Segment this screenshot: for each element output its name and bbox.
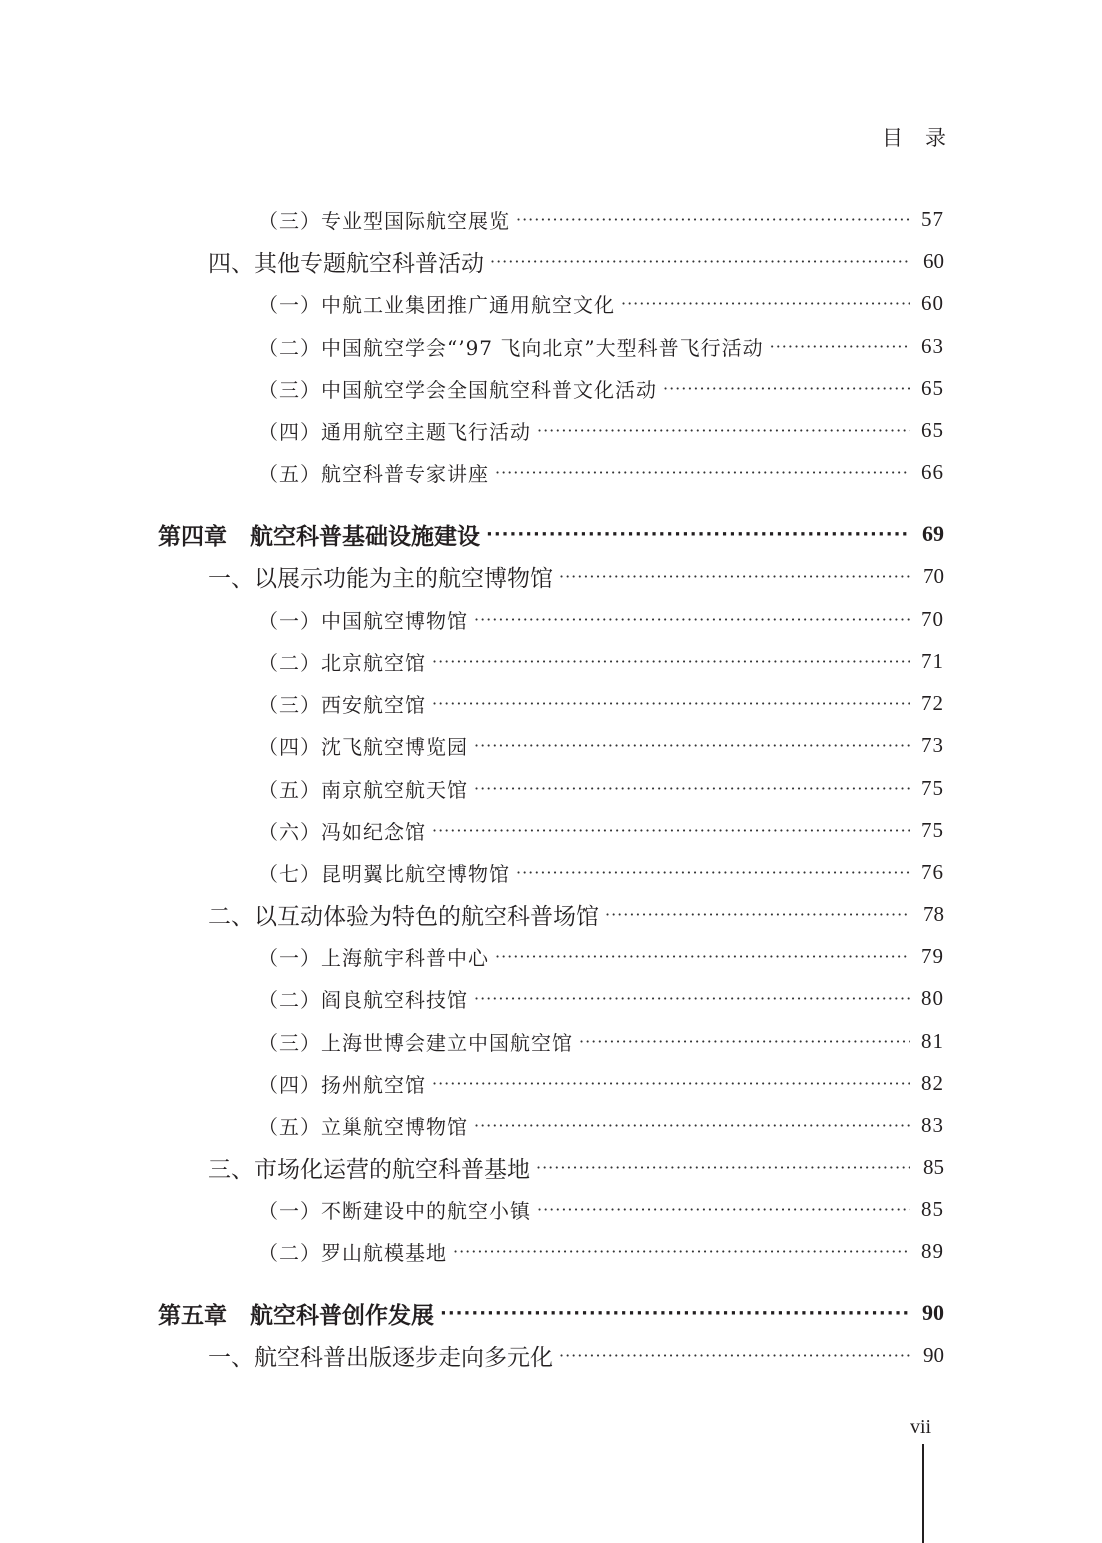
toc-entry[interactable] [258,198,944,240]
toc-entry[interactable] [258,977,944,1019]
toc-entry-title: （六）冯如纪念馆 [258,819,426,844]
leader-dots [432,1074,910,1093]
leader-dots [432,694,910,713]
leader-dots [537,421,910,440]
toc-entry[interactable] [258,809,944,851]
margin-rule [922,1444,924,1543]
leader-dots [474,610,910,629]
toc-entry-title: （二）北京航空馆 [258,650,426,675]
leader-dots [495,463,910,482]
toc-entry-title: （二）阎良航空科技馆 [258,987,468,1012]
toc-entry[interactable] [258,598,944,640]
toc-entry-page: 63 [921,333,944,358]
toc-entry[interactable] [258,640,944,682]
toc-entry-title: （五）南京航空航天馆 [258,777,468,802]
leader-dots [486,524,910,545]
toc-entry-title: （一）上海航宇科普中心 [258,945,489,970]
toc-entry-title: （四）沈飞航空博览园 [258,734,468,759]
toc-entry[interactable] [258,1020,944,1062]
toc-entry-title: （五）立巢航空博物馆 [258,1114,468,1139]
toc-entry-title: （三）中国航空学会全国航空科普文化活动 [258,377,657,402]
leader-dots [474,779,910,798]
leader-dots [495,947,910,966]
toc-entry-page: 80 [921,985,944,1010]
toc-entry-title: （一）中航工业集团推广通用航空文化 [258,292,615,317]
toc-entry-page: 65 [921,417,944,442]
toc-entry-title: （一）中国航空博物馆 [258,608,468,633]
toc-entry-page: 75 [921,775,944,800]
leader-dots [559,567,910,586]
toc-entry-page: 57 [921,206,944,231]
toc-entry[interactable] [258,367,944,409]
toc-entry[interactable] [258,851,944,893]
toc-entry-title: （五）航空科普专家讲座 [258,461,489,486]
toc-entry[interactable] [208,240,944,282]
toc-entry-page: 90 [923,1342,944,1367]
toc-entry-page: 81 [921,1028,944,1053]
leader-dots [516,863,910,882]
toc-entry-page: 85 [923,1154,944,1179]
toc-entry-page: 60 [923,248,944,273]
toc-entry[interactable] [258,409,944,451]
toc-entry[interactable] [258,1230,944,1272]
leader-dots [621,294,910,313]
toc-entry-title: （七）昆明翼比航空博物馆 [258,861,510,886]
toc-entry[interactable] [258,767,944,809]
toc-entry[interactable] [258,1062,944,1104]
leader-dots [490,252,910,271]
leader-dots [440,1303,910,1324]
toc-entry-title: （三）西安航空馆 [258,692,426,717]
toc-entry-title: 一、航空科普出版逐步走向多元化 [208,1344,553,1371]
toc-entry-title: 第五章 航空科普创作发展 [158,1302,434,1329]
leader-dots [474,989,910,1008]
toc-chapter-entry[interactable] [158,1292,944,1334]
toc-entry[interactable] [258,682,944,724]
toc-entry[interactable] [258,325,944,367]
toc-entry-page: 66 [921,459,944,484]
toc-entry[interactable] [208,1334,944,1376]
toc-entry-page: 70 [923,563,944,588]
toc-entry-page: 71 [921,648,944,673]
toc-entry-page: 72 [921,690,944,715]
leader-dots [432,821,910,840]
toc-entry-title: （一）不断建设中的航空小镇 [258,1198,531,1223]
leader-dots [770,337,910,356]
toc-entry-title: （三）上海世博会建立中国航空馆 [258,1030,573,1055]
toc-entry-page: 76 [921,859,944,884]
toc-entry[interactable] [258,1188,944,1230]
toc-entry[interactable] [258,935,944,977]
toc-entry[interactable] [208,555,944,597]
leader-dots [516,210,910,229]
toc-entry-title: 二、以互动体验为特色的航空科普场馆 [208,903,599,930]
toc-entry-title: （三）专业型国际航空展览 [258,208,510,233]
toc-entry-page: 60 [921,290,944,315]
toc-entry-title: （二）罗山航模基地 [258,1240,447,1265]
toc-entry-page: 82 [921,1070,944,1095]
toc-entry-page: 83 [921,1112,944,1137]
toc-entry-page: 79 [921,943,944,968]
leader-dots [453,1242,910,1261]
toc-entry[interactable] [258,1104,944,1146]
toc-entry-page: 89 [921,1238,944,1263]
leader-dots [474,736,910,755]
leader-dots [432,652,910,671]
leader-dots [605,905,910,924]
toc-entry-page: 75 [921,817,944,842]
running-header: 目录 [882,126,968,150]
toc-entry-title: 三、市场化运营的航空科普基地 [208,1156,530,1183]
toc-entry-page: 69 [922,521,944,546]
toc-chapter-entry[interactable] [158,513,944,555]
toc-entry-title: 第四章 航空科普基础设施建设 [158,523,480,550]
leader-dots [559,1346,910,1365]
leader-dots [579,1032,910,1051]
toc-entry[interactable] [258,724,944,766]
page-number: vii [910,1416,932,1438]
toc-entry[interactable] [208,1146,944,1188]
toc-entry[interactable] [258,282,944,324]
toc-entry-title: （二）中国航空学会“’97 飞向北京”大型科普飞行活动 [258,335,764,360]
toc-entry-page: 90 [922,1300,944,1325]
toc-entry-page: 85 [921,1196,944,1221]
leader-dots [537,1200,910,1219]
toc-entry-title: 一、以展示功能为主的航空博物馆 [208,565,553,592]
toc-entry-page: 78 [923,901,944,926]
leader-dots [474,1116,910,1135]
toc-entry-page: 65 [921,375,944,400]
leader-dots [663,379,910,398]
toc-entry-title: 四、其他专题航空科普活动 [208,250,484,277]
toc-entry-page: 70 [921,606,944,631]
toc-entry-title: （四）扬州航空馆 [258,1072,426,1097]
toc-entry[interactable] [208,893,944,935]
leader-dots [536,1158,910,1177]
toc-entry-page: 73 [921,732,944,757]
toc-entry-title: （四）通用航空主题飞行活动 [258,419,531,444]
toc-entry[interactable] [258,451,944,493]
